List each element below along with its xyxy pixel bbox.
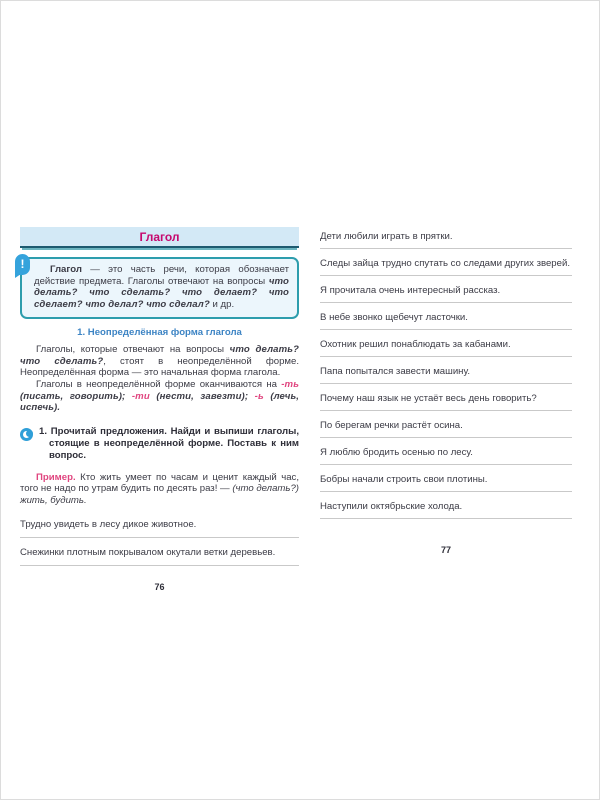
sentence-text: По берегам речки растёт осина.: [320, 420, 463, 431]
sentence-row: [320, 447, 572, 465]
example-label: Пример.: [36, 471, 76, 483]
answer-line: [320, 486, 572, 492]
sentence-text: Я люблю бродить осенью по лесу.: [320, 447, 473, 458]
sentence-text: Папа попытался завести машину.: [320, 366, 470, 377]
answer-line: [320, 432, 572, 438]
example-answer: (что делать?) жить, будить.: [20, 483, 299, 507]
sentence-row: [320, 501, 572, 519]
sentence-row: [320, 258, 572, 276]
rule-text: Глагол — это часть речи, которая обозначает действие предмета. Глаголы отвечают на вопросы что делать? что сделать? что делает? что сделает? что делал? что сделал? и др.: [34, 264, 289, 311]
page-right: [320, 231, 572, 555]
sentence-row: [320, 420, 572, 438]
rule-questions: что делать? что сделать? что делает? что сделает? что делал? что сделал?: [34, 275, 289, 311]
exercise-instruction: 1. Прочитай предложения. Найди и выпиши глаголы, стоящие в неопределённой форме. Поставь к ним вопрос.: [39, 426, 299, 461]
sentence-text: Почему наш язык не устаёт весь день говорить?: [320, 393, 537, 404]
chapter-title: Глагол: [139, 230, 180, 244]
answer-line: [320, 459, 572, 465]
sentence-row: [20, 519, 299, 538]
sentence-text: Охотник решил понаблюдать за кабанами.: [320, 339, 511, 350]
sentence-text: Я прочитала очень интересный рассказ.: [320, 285, 501, 296]
paragraph-definition: Глаголы, которые отвечают на вопросы что делать? что сделать?, стоят в неопределённой форме. Неопределённая форма — это начальная форма глагола.: [20, 343, 299, 379]
sentence-text: Бобры начали строить свои плотины.: [320, 474, 488, 485]
chapter-header: [20, 227, 299, 248]
answer-line: [320, 243, 572, 249]
sentence-text: Дети любили играть в прятки.: [320, 231, 453, 242]
sentence-text: Следы зайца трудно спутать со следами других зверей.: [320, 258, 570, 269]
answer-line: [320, 351, 572, 357]
sentence-text: Трудно увидеть в лесу дикое животное.: [20, 518, 197, 530]
sentence-text: В небе звонко щебечут ласточки.: [320, 312, 468, 323]
ending-t: -ть: [281, 378, 299, 390]
sentence-row: [320, 393, 572, 411]
exclamation-icon: !: [15, 254, 30, 275]
rule-box: [20, 257, 299, 319]
page-left: [20, 227, 299, 592]
exercise-number: 1.: [39, 426, 48, 438]
sentence-row: [20, 547, 299, 566]
sentence-text: Наступили октябрьские холода.: [320, 501, 463, 512]
sentence-row: [320, 366, 572, 384]
sentence-row: [320, 474, 572, 492]
ending-ti: -ти: [131, 390, 150, 402]
answer-line: [20, 531, 299, 538]
answer-line: [320, 324, 572, 330]
section-heading: 1. Неопределённая форма глагола: [77, 326, 242, 338]
exercise-1: [20, 426, 299, 462]
rule-term: Глагол: [50, 264, 82, 275]
page-number-right: 77: [440, 545, 451, 555]
exercise-example: Пример. Кто жить умеет по часам и ценит каждый час, того не надо по утрам будить по десять раз! — (что делать?) жить, будить.: [20, 471, 299, 507]
answer-line: [320, 405, 572, 411]
answer-line: [20, 559, 299, 566]
sentence-row: [320, 312, 572, 330]
ending-soft: -ь: [254, 390, 264, 402]
sentence-text: Снежинки плотным покрывалом окутали ветки деревьев.: [20, 546, 276, 558]
answer-line: [320, 378, 572, 384]
sentence-row: [320, 231, 572, 249]
exercise-sentences-left: [20, 519, 299, 566]
pencil-circle-icon: [20, 428, 33, 441]
page-number-left: 76: [154, 581, 165, 592]
answer-line: [320, 297, 572, 303]
sentence-row: [320, 339, 572, 357]
sentence-row: [320, 285, 572, 303]
answer-line: [320, 270, 572, 276]
answer-line: [320, 513, 572, 519]
paragraph-endings: Глаголы в неопределённой форме оканчиваются на -ть (писать, говорить); -ти (нести, завезти); -ь (лечь, испечь).: [20, 378, 300, 414]
